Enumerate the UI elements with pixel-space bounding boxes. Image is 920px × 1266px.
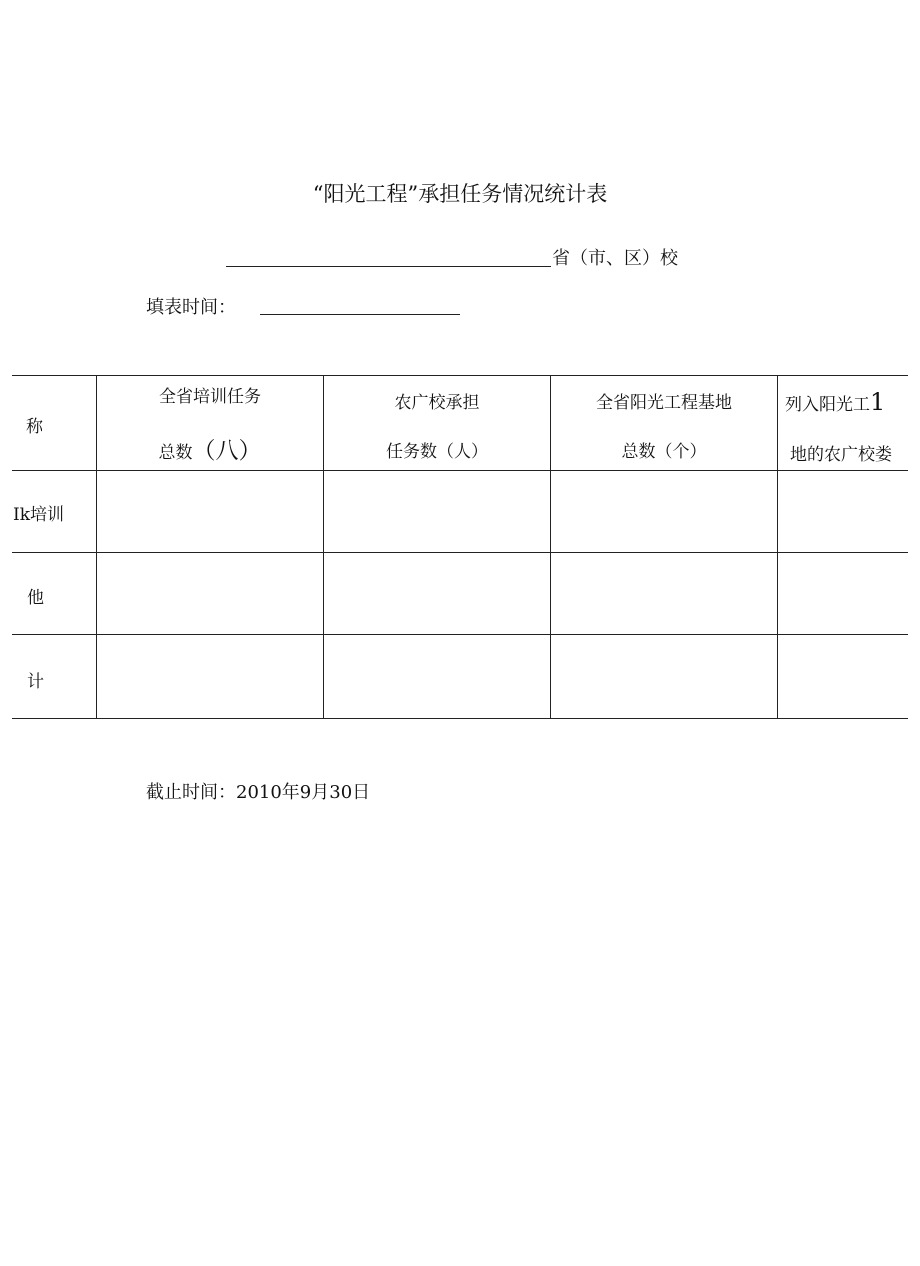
province-blank-line[interactable] — [226, 266, 551, 267]
row-label-other: 他 — [27, 588, 44, 608]
header-total-training-unit: （八） — [192, 438, 262, 464]
row-label-training-text: 培训 — [30, 505, 65, 525]
page-title: “阳光工程”承担任务情况统计表 — [312, 182, 608, 206]
header-base-total-line1: 全省阳光工程基地 — [596, 393, 732, 413]
table-cell[interactable] — [97, 635, 323, 718]
header-school-task-line2: 任务数（人） — [386, 442, 488, 462]
table-cell[interactable] — [324, 635, 550, 718]
table-cell[interactable] — [324, 553, 550, 634]
header-listed-schools-tail: 1 — [870, 388, 886, 416]
row-label-training — [13, 500, 64, 525]
deadline-text: 截止时间：2010年9月30日 — [146, 782, 371, 803]
table-border-top — [12, 375, 908, 376]
fill-date-label: 填表时间： — [146, 297, 236, 318]
table-cell[interactable] — [551, 635, 777, 718]
header-school-task-line1: 农广校承担 — [394, 393, 480, 413]
header-listed-schools-text: 列入阳光工 — [785, 395, 870, 415]
table-cell[interactable] — [778, 471, 908, 552]
table-cell[interactable] — [324, 471, 550, 552]
fill-date-blank-line[interactable] — [260, 314, 460, 315]
table-cell[interactable] — [97, 553, 323, 634]
header-base-total-line2: 总数（个） — [621, 442, 707, 462]
row-label-training-latin: Ik — [13, 505, 31, 525]
table-cell[interactable] — [778, 635, 908, 718]
table-cell[interactable] — [778, 553, 908, 634]
header-total-training-line2 — [97, 432, 323, 465]
table-cell[interactable] — [97, 471, 323, 552]
header-name: 称 — [26, 417, 43, 437]
table-cell[interactable] — [551, 471, 777, 552]
row-label-total: 计 — [27, 672, 44, 692]
table-cell[interactable] — [551, 553, 777, 634]
province-suffix: 省（市、区）校 — [552, 248, 678, 269]
header-listed-schools-line2: 地的农广校娄 — [790, 445, 892, 465]
header-total-training-line1: 全省培训任务 — [159, 387, 261, 407]
table-border-bottom — [12, 718, 908, 719]
header-listed-schools-line1 — [785, 388, 885, 416]
header-total-training-text: 总数 — [158, 443, 193, 463]
